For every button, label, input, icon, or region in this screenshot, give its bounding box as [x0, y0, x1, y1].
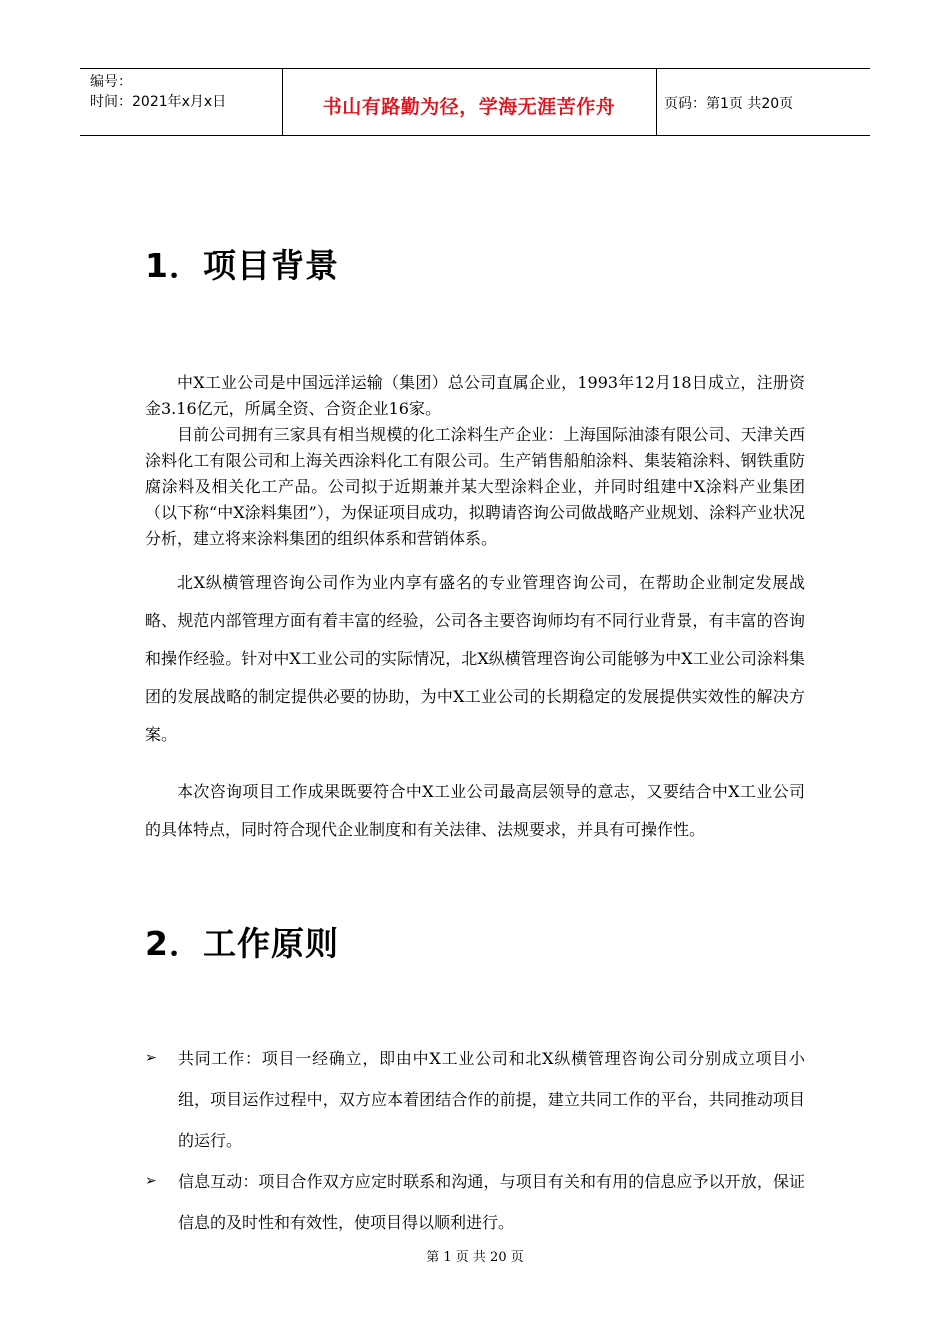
paragraph: 本次咨询项目工作成果既要符合中X工业公司最高层领导的意志，又要结合中X工业公司的具体特点，同时符合现代企业制度和有关法律、法规要求，并具有可操作性。: [145, 782, 805, 839]
list-item-text: 共同工作：项目一经确立，即由中X工业公司和北X纵横管理咨询公司分别成立项目小组，项目运作过程中，双方应本着团结合作的前提，建立共同工作的平台，共同推动项目的运行。: [178, 1049, 805, 1150]
header-bottom-rule: [80, 135, 870, 136]
arrow-bullet-icon: ➢: [145, 1173, 157, 1189]
header-page-info: 页码：第1页 共20页: [664, 96, 794, 112]
list-item: [145, 1038, 805, 1161]
page-footer: 第 1 页 共 20 页: [426, 1250, 524, 1265]
header-code-label: 编号：: [90, 74, 132, 90]
section-title: 1．项目背景: [145, 246, 339, 285]
list-item: [145, 1161, 805, 1243]
section-title: 2．工作原则: [145, 924, 339, 963]
header-top-rule: [80, 68, 870, 69]
paragraph: 北X纵横管理咨询公司作为业内享有盛名的专业管理咨询公司，在帮助企业制定发展战略、规范内部管理方面有着丰富的经验，公司各主要咨询师均有不同行业背景，有丰富的咨询和操作经验。针对中X工业公司的实际情况，北X纵横管理咨询公司能够为中X工业公司涂料集团的发展战略的制定提供必要的协助，为中X工业公司的长期稳定的发展提供实效性的解决方案。: [145, 573, 805, 744]
header-divider: [656, 68, 657, 136]
paragraph: 中X工业公司是中国远洋运输（集团）总公司直属企业，1993年12月18日成立，注册资金3.16亿元，所属全资、合资企业16家。: [145, 373, 805, 418]
paragraph: 目前公司拥有三家具有相当规模的化工涂料生产企业：上海国际油漆有限公司、天津关西涂料化工有限公司和上海关西涂料化工有限公司。生产销售船舶涂料、集装箱涂料、钢铁重防腐涂料及相关化工产品。公司拟于近期兼并某大型涂料企业，并同时组建中X涂料产业集团（以下称“中X涂料集团”），为保证项目成功，拟聘请咨询公司做战略产业规划、涂料产业状况分析，建立将来涂料集团的组织体系和营销体系。: [145, 425, 805, 548]
header-motto: 书山有路勤为径，学海无涯苦作舟: [322, 96, 616, 118]
header-time-label: 时间：2021年x月x日: [90, 94, 227, 110]
header-meta: [90, 72, 226, 112]
arrow-bullet-icon: ➢: [145, 1050, 157, 1066]
list-item-text: 信息互动：项目合作双方应定时联系和沟通，与项目有关和有用的信息应予以开放，保证信息的及时性和有效性，使项目得以顺利进行。: [178, 1172, 805, 1232]
